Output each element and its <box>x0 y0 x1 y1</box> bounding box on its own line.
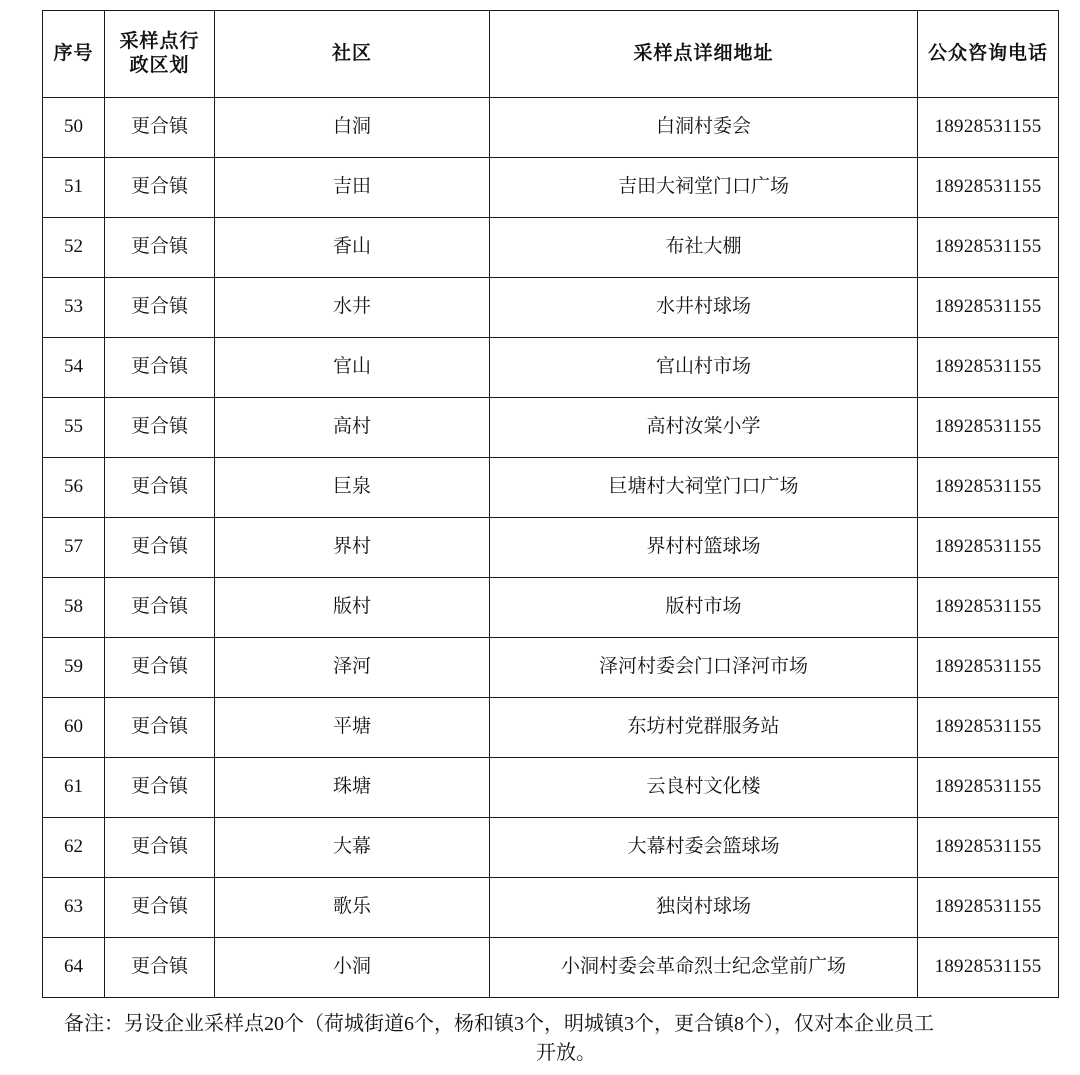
cell-phone: 18928531155 <box>918 458 1059 518</box>
cell-phone: 18928531155 <box>918 398 1059 458</box>
table-row <box>43 338 1059 398</box>
cell-district: 更合镇 <box>105 158 215 218</box>
cell-address: 大幕村委会篮球场 <box>490 818 918 878</box>
cell-community: 珠塘 <box>215 758 490 818</box>
column-header-community: 社区 <box>215 11 490 98</box>
cell-phone: 18928531155 <box>918 698 1059 758</box>
cell-district: 更合镇 <box>105 698 215 758</box>
cell-address: 独岗村球场 <box>490 878 918 938</box>
cell-district: 更合镇 <box>105 458 215 518</box>
cell-index: 54 <box>43 338 105 398</box>
cell-index: 50 <box>43 98 105 158</box>
cell-address: 小洞村委会革命烈士纪念堂前广场 <box>490 938 918 998</box>
cell-index: 60 <box>43 698 105 758</box>
cell-phone: 18928531155 <box>918 638 1059 698</box>
cell-phone: 18928531155 <box>918 158 1059 218</box>
cell-district: 更合镇 <box>105 98 215 158</box>
cell-index: 61 <box>43 758 105 818</box>
table-row <box>43 638 1059 698</box>
cell-index: 51 <box>43 158 105 218</box>
table-footnote <box>42 1010 1050 1068</box>
cell-index: 58 <box>43 578 105 638</box>
table-row <box>43 98 1059 158</box>
cell-phone: 18928531155 <box>918 818 1059 878</box>
cell-address: 泽河村委会门口泽河市场 <box>490 638 918 698</box>
cell-index: 55 <box>43 398 105 458</box>
cell-district: 更合镇 <box>105 758 215 818</box>
table-row <box>43 518 1059 578</box>
cell-index: 64 <box>43 938 105 998</box>
cell-district: 更合镇 <box>105 578 215 638</box>
cell-phone: 18928531155 <box>918 98 1059 158</box>
cell-address: 布社大棚 <box>490 218 918 278</box>
table-row <box>43 938 1059 998</box>
table-row <box>43 398 1059 458</box>
cell-address: 版村市场 <box>490 578 918 638</box>
cell-address: 东坊村党群服务站 <box>490 698 918 758</box>
column-header-district-line1: 采样点行 <box>119 30 200 52</box>
cell-phone: 18928531155 <box>918 518 1059 578</box>
cell-address: 吉田大祠堂门口广场 <box>490 158 918 218</box>
table-row <box>43 158 1059 218</box>
cell-index: 62 <box>43 818 105 878</box>
cell-index: 53 <box>43 278 105 338</box>
table-row <box>43 698 1059 758</box>
cell-community: 水井 <box>215 278 490 338</box>
cell-index: 63 <box>43 878 105 938</box>
cell-phone: 18928531155 <box>918 218 1059 278</box>
cell-phone: 18928531155 <box>918 578 1059 638</box>
column-header-phone: 公众咨询电话 <box>918 11 1059 98</box>
cell-phone: 18928531155 <box>918 938 1059 998</box>
column-header-district <box>105 11 215 98</box>
cell-community: 大幕 <box>215 818 490 878</box>
cell-community: 版村 <box>215 578 490 638</box>
table-header <box>43 11 1059 98</box>
cell-community: 小洞 <box>215 938 490 998</box>
table-row <box>43 578 1059 638</box>
cell-address: 界村村篮球场 <box>490 518 918 578</box>
cell-community: 界村 <box>215 518 490 578</box>
sampling-points-table <box>42 10 1059 998</box>
footnote-line-2: 开放。 <box>536 1042 596 1064</box>
table-body <box>43 98 1059 998</box>
cell-community: 高村 <box>215 398 490 458</box>
cell-district: 更合镇 <box>105 638 215 698</box>
table-row <box>43 818 1059 878</box>
cell-district: 更合镇 <box>105 338 215 398</box>
table-row <box>43 758 1059 818</box>
table-row <box>43 458 1059 518</box>
cell-district: 更合镇 <box>105 398 215 458</box>
footnote-line-1: 备注：另设企业采样点20个（荷城街道6个，杨和镇3个，明城镇3个，更合镇8个），仅对本企业员工 <box>64 1013 934 1035</box>
cell-address: 官山村市场 <box>490 338 918 398</box>
cell-community: 香山 <box>215 218 490 278</box>
cell-community: 吉田 <box>215 158 490 218</box>
cell-community: 歌乐 <box>215 878 490 938</box>
cell-phone: 18928531155 <box>918 338 1059 398</box>
cell-district: 更合镇 <box>105 878 215 938</box>
cell-community: 官山 <box>215 338 490 398</box>
cell-phone: 18928531155 <box>918 758 1059 818</box>
cell-index: 56 <box>43 458 105 518</box>
table-row <box>43 278 1059 338</box>
column-header-address: 采样点详细地址 <box>490 11 918 98</box>
cell-community: 巨泉 <box>215 458 490 518</box>
table-header-row <box>43 11 1059 98</box>
cell-district: 更合镇 <box>105 518 215 578</box>
column-header-district-line2: 政区划 <box>129 55 190 76</box>
column-header-index: 序号 <box>43 11 105 98</box>
cell-community: 平塘 <box>215 698 490 758</box>
cell-district: 更合镇 <box>105 278 215 338</box>
cell-address: 水井村球场 <box>490 278 918 338</box>
cell-index: 57 <box>43 518 105 578</box>
cell-community: 泽河 <box>215 638 490 698</box>
table-row <box>43 878 1059 938</box>
cell-address: 白洞村委会 <box>490 98 918 158</box>
cell-district: 更合镇 <box>105 938 215 998</box>
cell-address: 巨塘村大祠堂门口广场 <box>490 458 918 518</box>
table-row <box>43 218 1059 278</box>
cell-address: 高村汝棠小学 <box>490 398 918 458</box>
cell-index: 52 <box>43 218 105 278</box>
cell-district: 更合镇 <box>105 218 215 278</box>
cell-address: 云良村文化楼 <box>490 758 918 818</box>
cell-district: 更合镇 <box>105 818 215 878</box>
cell-phone: 18928531155 <box>918 878 1059 938</box>
cell-index: 59 <box>43 638 105 698</box>
cell-phone: 18928531155 <box>918 278 1059 338</box>
cell-community: 白洞 <box>215 98 490 158</box>
